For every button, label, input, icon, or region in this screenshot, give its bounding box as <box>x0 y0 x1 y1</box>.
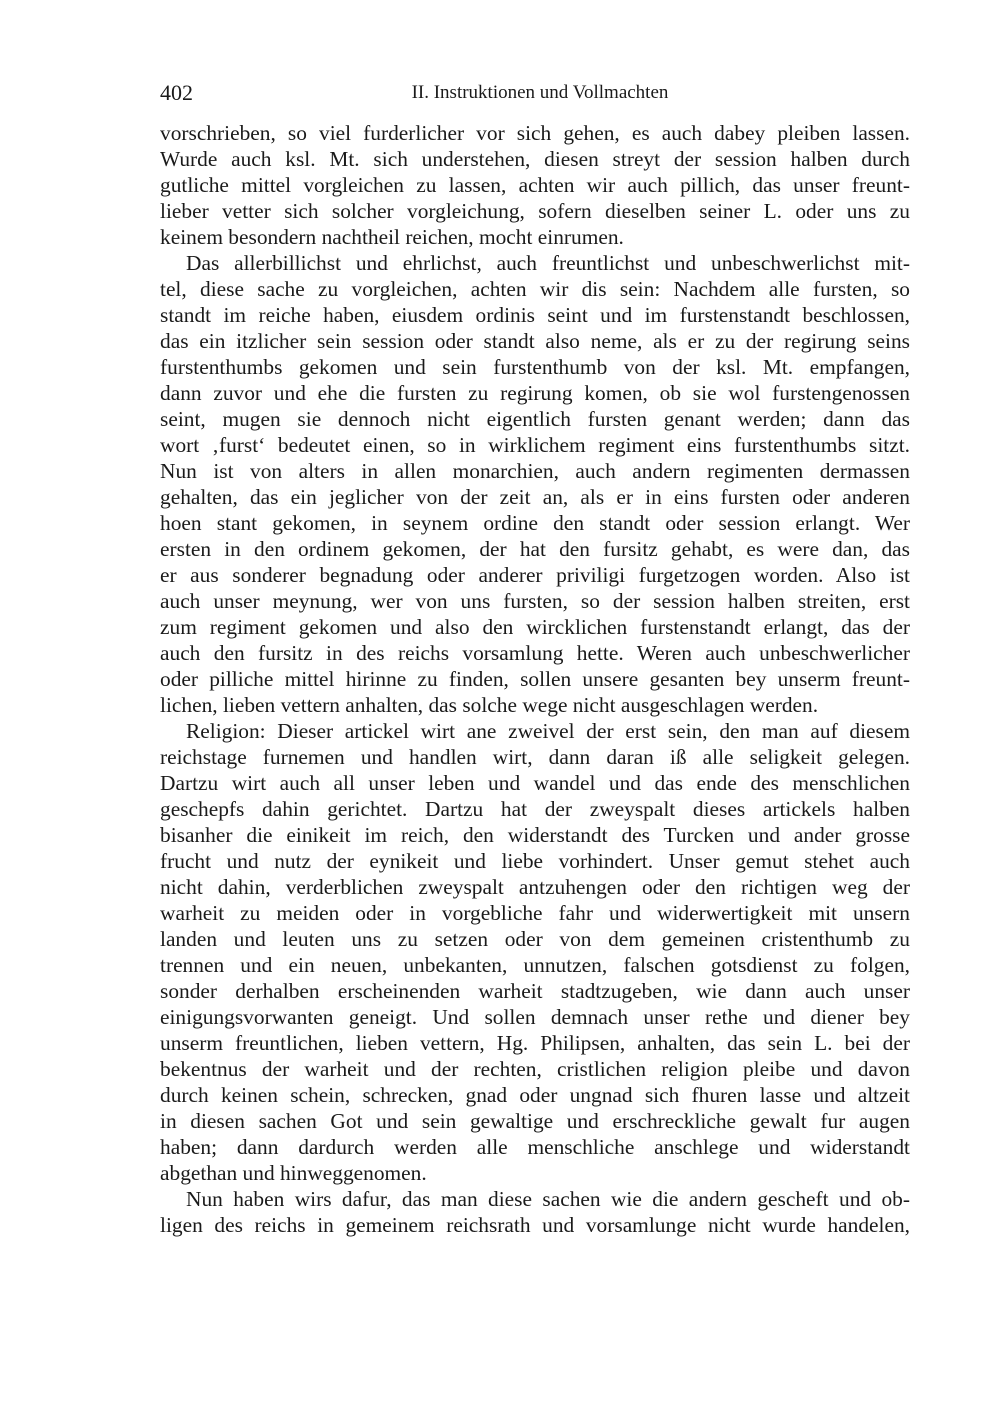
text-line: haben; dann dardurch werden alle menschliche anschlege und widerstandt <box>160 1135 910 1159</box>
text-line: unserm freuntlichen, lieben vettern, Hg. Philipsen, anhalten, das sein L. bei der <box>160 1031 910 1055</box>
text-line: furstenthumbs gekomen und sein furstenthumb von der ksl. Mt. empfangen, <box>160 355 910 379</box>
paragraph <box>160 250 910 718</box>
text-line: auch unser meynung, wer von uns fursten, so der session halben streiten, erst <box>160 589 910 613</box>
body-text <box>160 120 910 1238</box>
text-line: frucht und nutz der eynikeit und liebe vorhindert. Unser gemut stehet auch <box>160 849 910 873</box>
text-line: nicht dahin, verderblichen zweyspalt antzuhengen oder den richtigen weg der <box>160 875 910 899</box>
text-line: gutliche mittel vorgleichen zu lassen, achten wir auch pillich, das unser freunt- <box>160 173 910 197</box>
text-line: Religion: Dieser artickel wirt ane zweivel der erst sein, den man auf diesem <box>186 719 910 743</box>
page-number: 402 <box>160 80 193 105</box>
text-line: lieber vetter sich solcher vorgleichung, sofern dieselben seiner L. oder uns zu <box>160 199 910 223</box>
text-line: dann zuvor und ehe die fursten zu regirung komen, ob sie wol furstengenossen <box>160 381 910 405</box>
text-line: Das allerbillichst und ehrlichst, auch freuntlichst und unbeschwerlichst mit- <box>186 251 910 275</box>
paragraph <box>160 718 910 1186</box>
text-line: bekentnus der warheit und der rechten, cristlichen religion pleibe und davon <box>160 1057 910 1081</box>
text-line: Nun haben wirs dafur, das man diese sachen wie die andern gescheft und ob- <box>186 1187 910 1211</box>
text-line: Dartzu wirt auch all unser leben und wandel und das ende des menschlichen <box>160 771 910 795</box>
text-line: einigungsvorwanten geneigt. Und sollen demnach unser rethe und diener bey <box>160 1005 910 1029</box>
text-line: oder pilliche mittel hirinne zu finden, sollen unsere gesanten bey unserm freunt- <box>160 667 910 691</box>
text-line: sonder derhalben erscheinenden warheit stadtzugeben, wie dann auch unser <box>160 979 910 1003</box>
text-line: standt im reiche haben, eiusdem ordinis seint und im furstenstandt beschlossen, <box>160 303 910 327</box>
text-line: bisanher die einikeit im reich, den widerstandt des Turcken und ander grosse <box>160 823 910 847</box>
text-line: durch keinen schein, schrecken, gnad oder ungnad sich fhuren lasse und altzeit <box>160 1083 910 1107</box>
text-line: lichen, lieben vettern anhalten, das solche wege nicht ausgeschlagen werden. <box>160 693 819 717</box>
text-line: das ein itzlicher sein session oder standt also neme, als er zu der regirung seins <box>160 329 910 353</box>
text-line: ersten in den ordinem gekomen, der hat den fursitz gehabt, es were dan, das <box>160 537 910 561</box>
text-line: tel, diese sache zu vorgleichen, achten wir dis sein: Nachdem alle fursten, so <box>160 277 910 301</box>
text-line: wort ‚furst‘ bedeutet einen, so in wirklichem regiment eins furstenthumbs sitzt. <box>160 433 910 457</box>
text-line: er aus sonderer begnadung oder anderer priviligi furgetzogen worden. Also ist <box>160 563 910 587</box>
text-line: ligen des reichs in gemeinem reichsrath und vorsamlunge nicht wurde handelen, <box>160 1213 910 1237</box>
paragraph <box>160 120 910 250</box>
running-head: II. Instruktionen und Vollmachten <box>411 82 669 103</box>
text-line: landen und leuten uns zu setzen oder von dem gemeinen cristenthumb zu <box>160 927 910 951</box>
text-line: trennen und ein neuen, unbekanten, unnutzen, falschen gotsdienst zu folgen, <box>160 953 910 977</box>
text-line: reichstage furnemen und handlen wirt, dann daran iß alle seligkeit gelegen. <box>160 745 910 769</box>
text-line: hoen stant gekomen, in seynem ordine den standt oder session erlangt. Wer <box>160 511 910 535</box>
text-line: seint, mugen sie dennoch nicht eigentlich fursten genant werden; dann das <box>160 407 910 431</box>
text-line: geschepfs dahin gerichtet. Dartzu hat der zweyspalt dieses artickels halben <box>160 797 910 821</box>
text-line: vorschrieben, so viel furderlicher vor sich gehen, es auch dabey pleiben lassen. <box>160 121 910 145</box>
text-line: in diesen sachen Got und sein gewaltige und erschreckliche gewalt fur augen <box>160 1109 910 1133</box>
text-line: auch den fursitz in des reichs vorsamlung hette. Weren auch unbeschwerlicher <box>160 641 910 665</box>
paragraph <box>160 1186 910 1238</box>
text-line: Wurde auch ksl. Mt. sich understehen, diesen streyt der session halben durch <box>160 147 910 171</box>
text-line: warheit zu meiden oder in vorgebliche fahr und widerwertigkeit mit unsern <box>160 901 910 925</box>
text-line: Nun ist von alters in allen monarchien, auch andern regimenten dermassen <box>160 459 910 483</box>
text-line: abgethan und hinweggenomen. <box>160 1161 427 1185</box>
page-header <box>160 78 910 108</box>
text-line: keinem besondern nachtheil reichen, mocht einrumen. <box>160 225 624 249</box>
text-line: gehalten, das ein jeglicher von der zeit an, als er in eins fursten oder anderen <box>160 485 910 509</box>
text-line: zum regiment gekomen und also den wircklichen furstenstandt erlangt, das der <box>160 615 910 639</box>
